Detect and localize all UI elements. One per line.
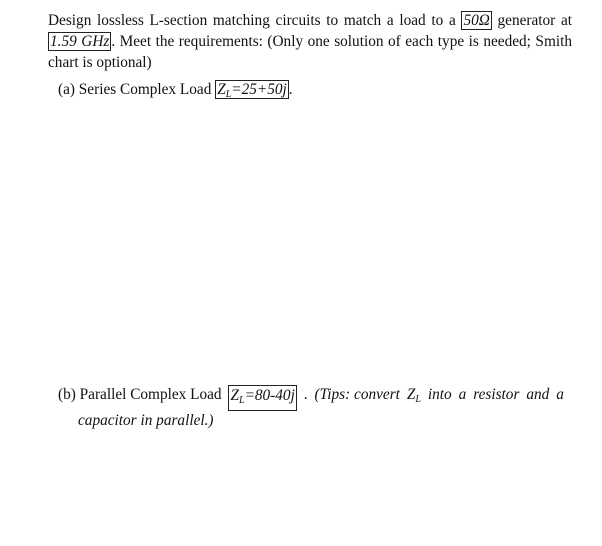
problem-statement <box>48 10 572 73</box>
part-b-label: (b) Parallel Complex Load <box>58 386 222 403</box>
part-b-tip-prefix: (Tips: convert <box>314 386 400 403</box>
part-b <box>58 385 564 430</box>
part-b-end: . <box>303 386 308 403</box>
load-impedance-box: 50Ω <box>463 12 490 29</box>
part-a-impedance-box <box>215 80 289 99</box>
part-b-tip-z <box>407 385 421 411</box>
part-b-impedance-box <box>228 385 296 411</box>
frequency-box: 1.59 GHz <box>50 33 110 50</box>
part-b-tip-word-a2: a <box>556 386 564 403</box>
part-b-tip-word-into: into <box>427 386 452 403</box>
part-b-z-value: =80-40j <box>244 387 295 404</box>
part-a-z-subscript: L <box>225 89 232 100</box>
part-b-line-2: capacitor in parallel.) <box>78 412 214 429</box>
part-b-tip-z-symbol: Z <box>406 386 416 403</box>
part-b-tip-word-a1: a <box>458 386 467 403</box>
part-a-label: (a) Series Complex Load <box>58 81 212 98</box>
intro-text-1: Design lossless L-section matching circuits to match a load to a <box>48 12 456 29</box>
part-b-tip-z-subscript: L <box>415 394 421 405</box>
part-b-z-symbol: Z <box>230 387 239 404</box>
intro-text-3: . Meet the requirements: (Only one solution of each type is needed; Smith chart is optional) <box>48 33 572 71</box>
part-b-tip-word-and: and <box>526 386 550 403</box>
part-a-z-symbol: Z <box>217 81 226 98</box>
part-b-line-1 <box>58 385 564 411</box>
part-a-end: . <box>288 81 293 98</box>
part-a-z-value: =25+50j <box>231 81 287 98</box>
part-a <box>58 79 558 105</box>
intro-text-2: generator at <box>497 12 572 29</box>
part-b-z-subscript: L <box>239 395 245 406</box>
part-b-tip-word-resistor: resistor <box>473 386 520 403</box>
